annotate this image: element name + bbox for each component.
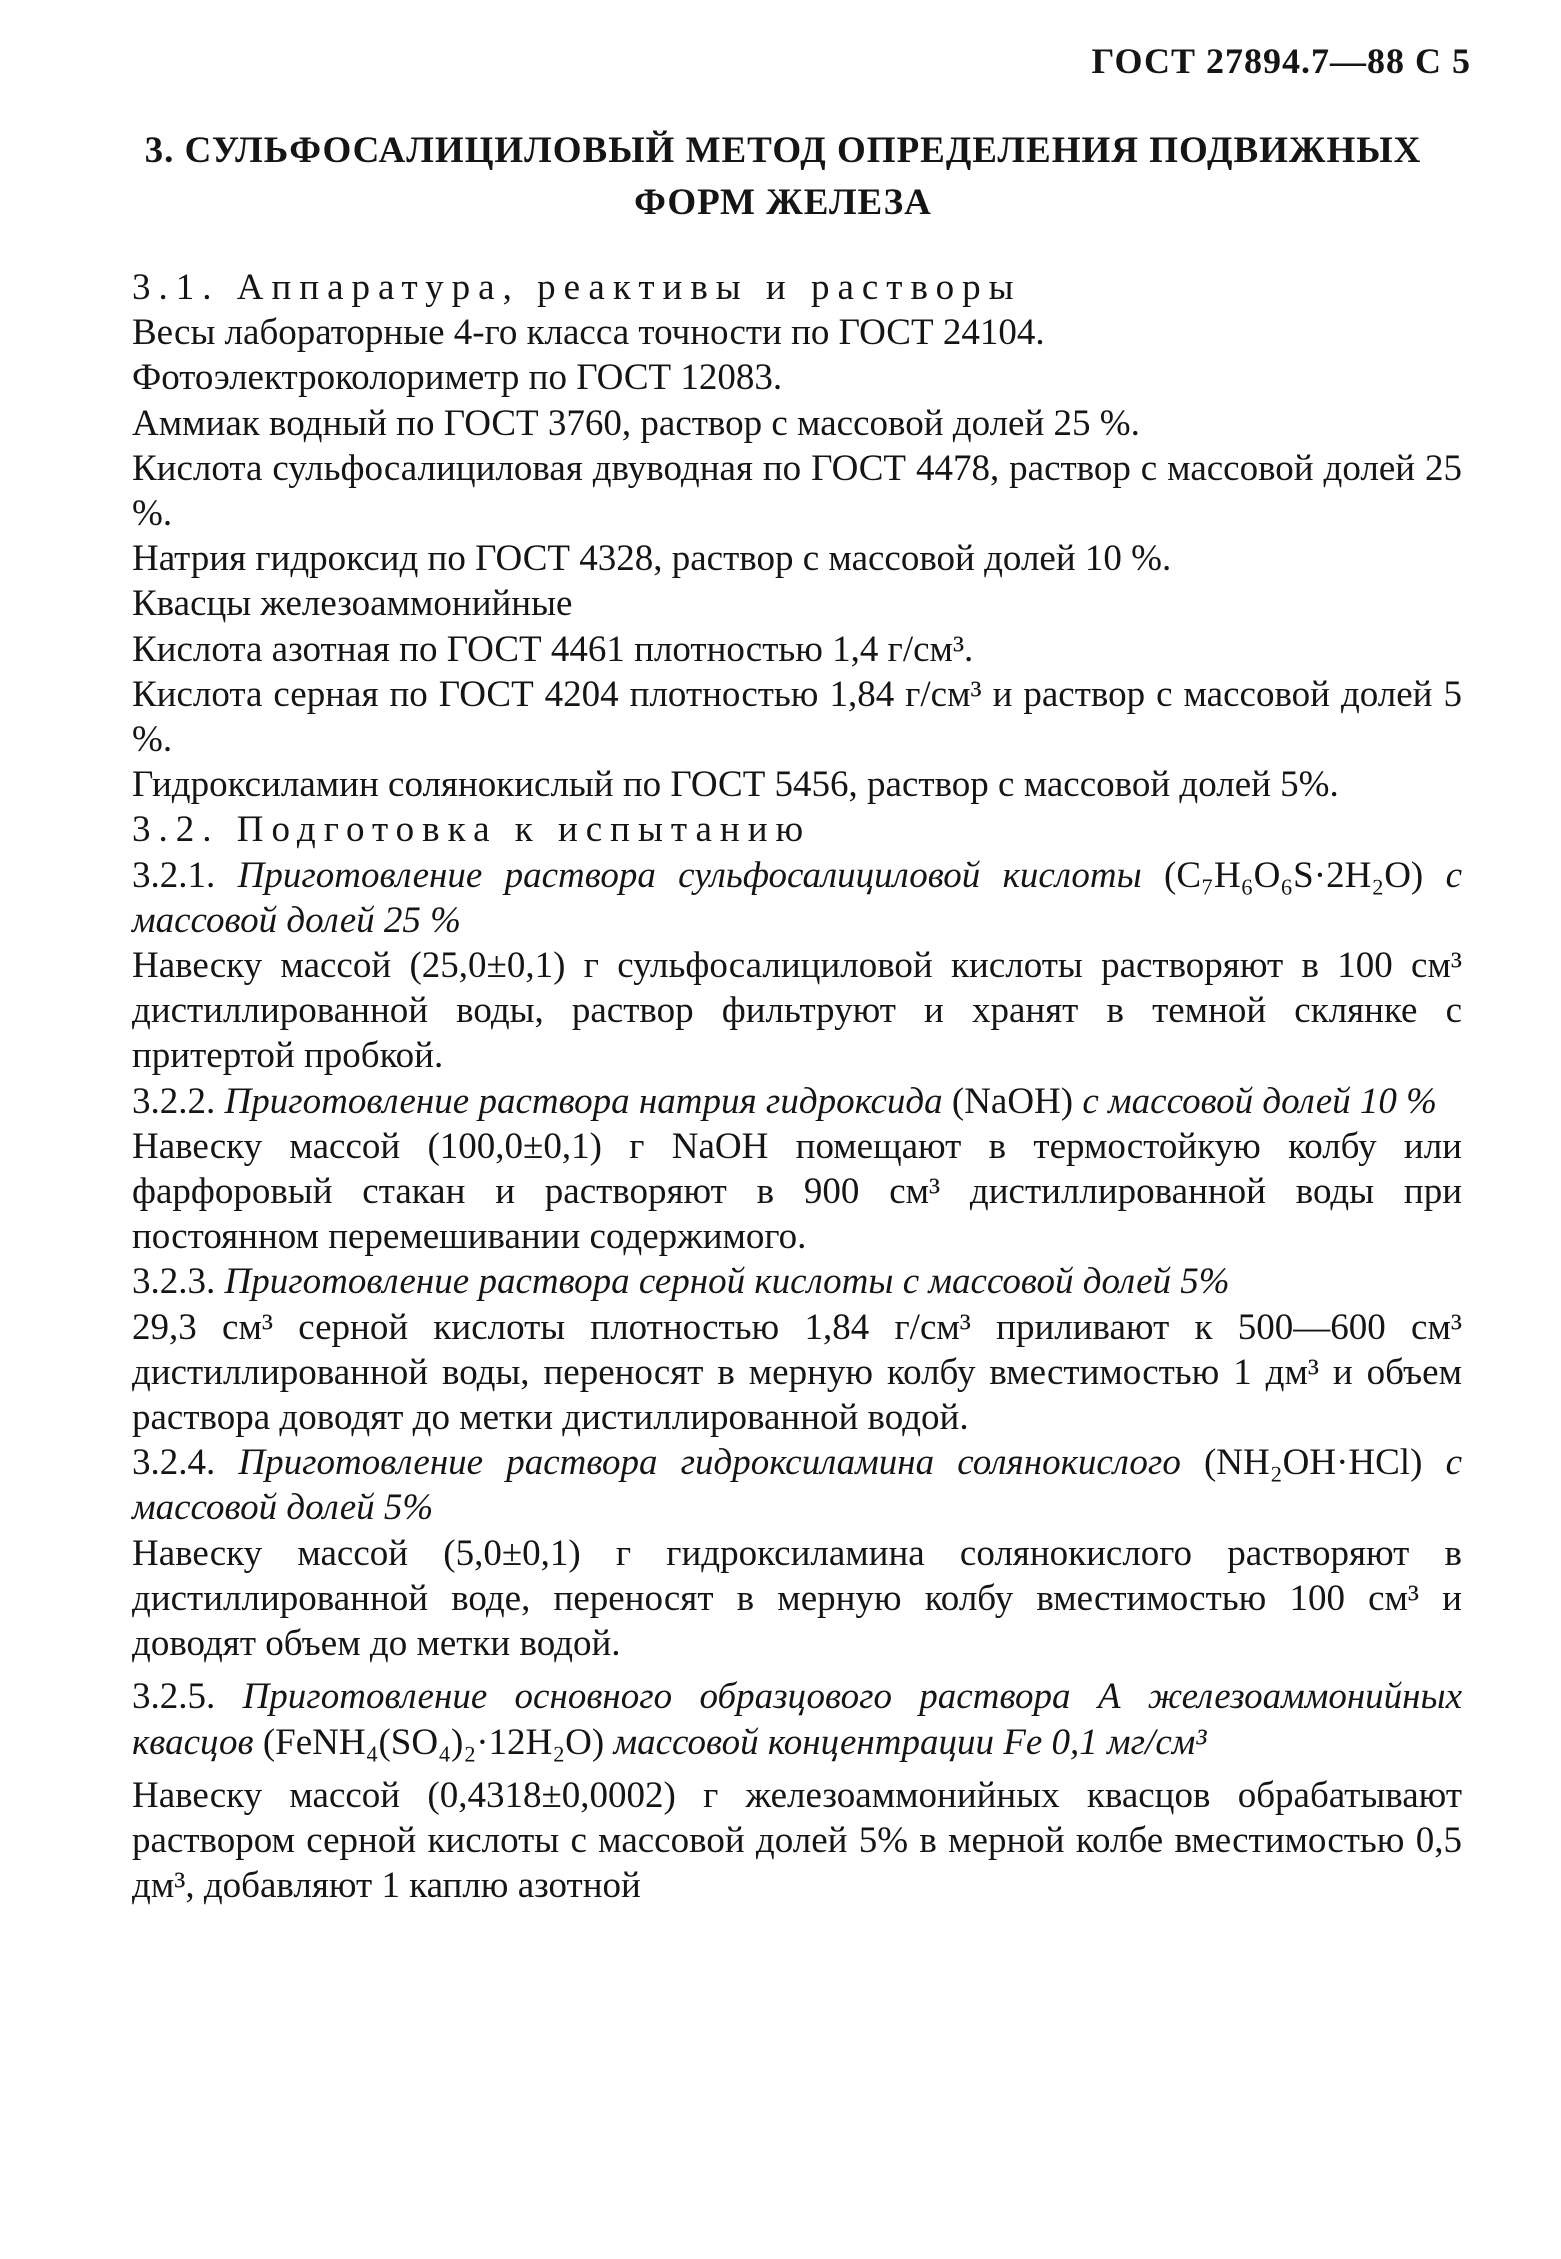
item-number: 3.2.3.	[132, 1261, 216, 1303]
list-item: Фотоэлектроколориметр по ГОСТ 12083.	[132, 357, 783, 399]
item-heading-3-2-4	[132, 1440, 1462, 1530]
item-title-tail: с массовой долей 25 %	[132, 854, 1463, 941]
item-title-tail: с массовой долей 10 %	[1082, 1080, 1437, 1122]
item-number: 3.2.4.	[132, 1442, 216, 1484]
list-item: Весы лабораторные 4-го класса точности по ГОСТ 24104.	[132, 312, 1045, 354]
item-heading-3-2-5	[132, 1674, 1462, 1764]
item-number: 3.2.1.	[132, 854, 216, 896]
subsection-heading-3-1: 3.1. Аппаратура, реактивы и растворы	[132, 267, 1022, 308]
list-item: Кислота сульфосалициловая двуводная по ГОСТ 4478, раствор с массовой долей 25 %.	[132, 447, 1462, 535]
paragraph: Навеску массой (100,0±0,1) г NaOH помещают в термостойкую колбу или фарфоровый стакан и растворяют в 900 см³ дистиллированной воды при постоянном перемешивании содержимого.	[132, 1125, 1462, 1258]
paragraph: 29,3 см³ серной кислоты плотностью 1,84 г/см³ приливают к 500—600 см³ дистиллированной воды, переносят в мерную колбу вместимостью 1 дм³ и объем раствора доводят до метки дистиллированной водой.	[132, 1306, 1462, 1439]
item-number: 3.2.5.	[132, 1676, 216, 1718]
list-item: Гидроксиламин солянокислый по ГОСТ 5456, раствор с массовой долей 5%.	[132, 764, 1339, 806]
section-title-line2: ФОРМ ЖЕЛЕЗА	[634, 182, 932, 223]
list-item: Кислота азотная по ГОСТ 4461 плотностью 1,4 г/см³.	[132, 628, 974, 670]
item-title: Приготовление раствора сульфосалициловой кислоты	[237, 854, 1142, 896]
section-title	[118, 125, 1448, 229]
paragraph: Навеску массой (25,0±0,1) г сульфосалициловой кислоты растворяют в 100 см³ дистиллированной воды, раствор фильтруют и хранят в темной склянке с притертой пробкой.	[132, 945, 1462, 1077]
item-heading-3-2-2	[132, 1079, 1462, 1124]
item-title: Приготовление раствора гидроксиламина солянокислого	[238, 1442, 1181, 1484]
subsection-heading-3-2: 3.2. Подготовка к испытанию	[132, 809, 812, 851]
item-title: Приготовление раствора серной кислоты с массовой долей 5%	[224, 1261, 1230, 1303]
item-number: 3.2.2.	[132, 1080, 216, 1122]
chemical-formula: (FeNH₄(SO₄)₂·12H₂O)	[262, 1721, 605, 1763]
item-title: Приготовление основного образцового раствора А железоаммонийных квасцов	[132, 1676, 1463, 1763]
chemical-formula: (NaOH)	[951, 1080, 1074, 1122]
page-header: ГОСТ 27894.7—88 С 5	[1091, 41, 1471, 81]
list-item: Аммиак водный по ГОСТ 3760, раствор с массовой долей 25 %.	[132, 402, 1140, 444]
item-title: Приготовление раствора натрия гидроксида	[224, 1080, 943, 1122]
list-item: Квасцы железоаммонийные	[132, 583, 573, 625]
chemical-formula: (C₇H₆O₆S·2H₂O)	[1164, 854, 1424, 896]
list-item: Натрия гидроксид по ГОСТ 4328, раствор с массовой долей 10 %.	[132, 538, 1172, 580]
chemical-formula: (NH₂OH·HCl)	[1203, 1442, 1423, 1484]
item-heading-3-2-1	[132, 853, 1462, 943]
list-item: Кислота серная по ГОСТ 4204 плотностью 1,84 г/см³ и раствор с массовой долей 5 %.	[132, 673, 1462, 761]
paragraph: Навеску массой (5,0±0,1) г гидроксиламина солянокислого растворяют в дистиллированной воде, переносят в мерную колбу вместимостью 100 см³ и доводят объем до метки водой.	[132, 1532, 1462, 1665]
item-title-tail: массовой концентрации Fe 0,1 мг/см³	[613, 1721, 1207, 1763]
section-title-line1: 3. СУЛЬФОСАЛИЦИЛОВЫЙ МЕТОД ОПРЕДЕЛЕНИЯ ПОДВИЖНЫХ	[144, 130, 1422, 171]
paragraph: Навеску массой (0,4318±0,0002) г железоаммонийных квасцов обрабатывают раствором серной кислоты с массовой долей 5% в мерной колбе вместимостью 0,5 дм³, добавляют 1 каплю азотной	[132, 1774, 1462, 1907]
item-title-tail: с массовой долей 5%	[132, 1442, 1463, 1529]
item-heading-3-2-3	[132, 1259, 1462, 1304]
document-body	[132, 265, 1462, 1908]
